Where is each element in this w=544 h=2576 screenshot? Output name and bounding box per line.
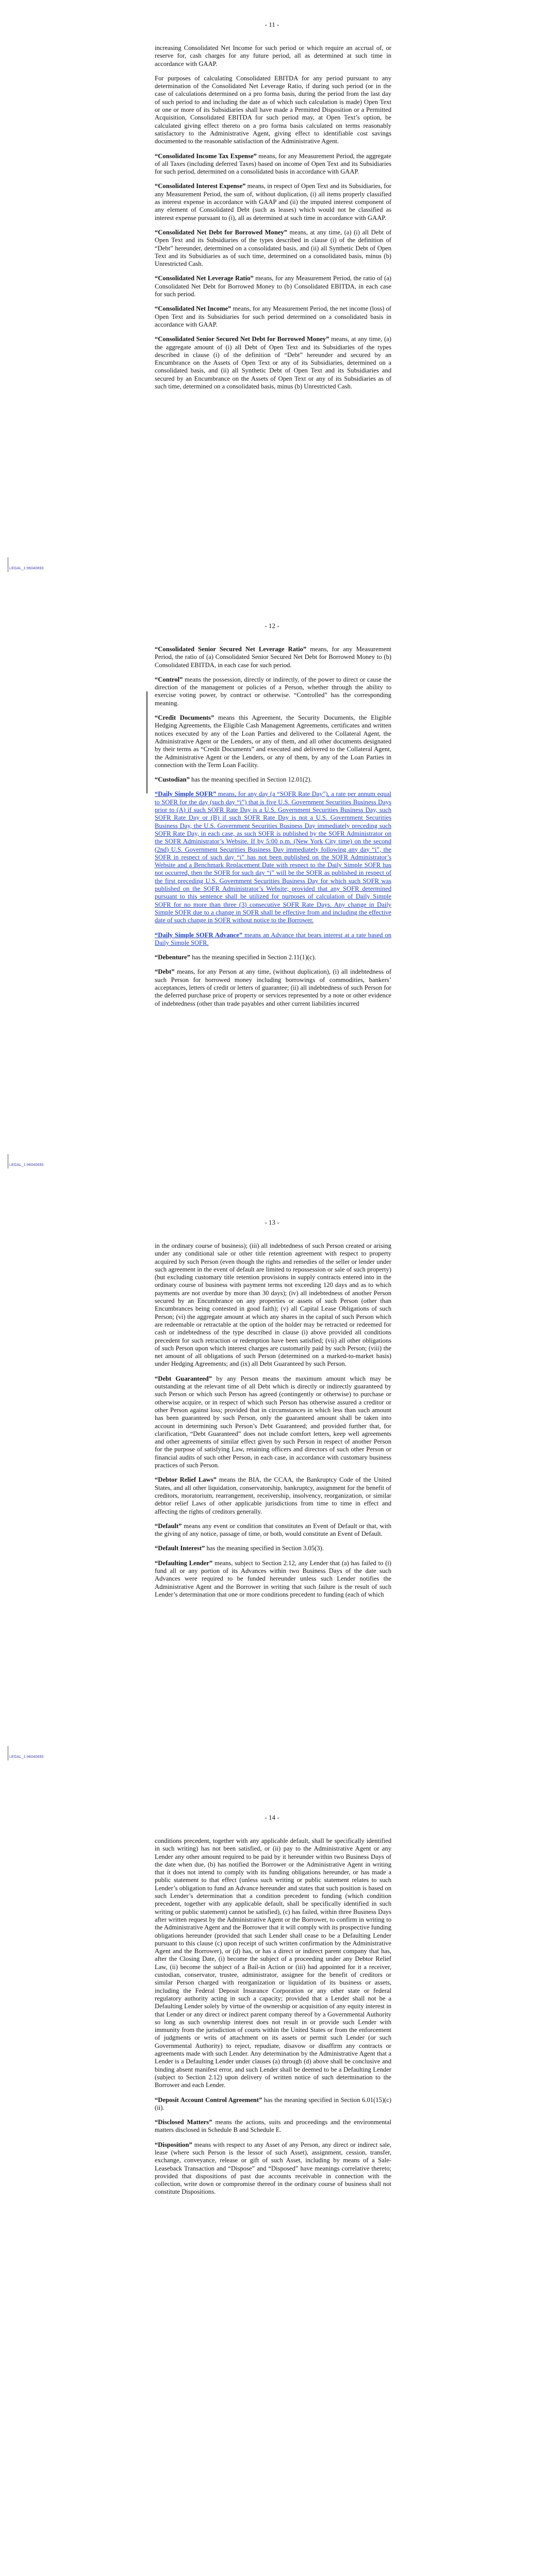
page-number: - 11 - [265,21,279,28]
defined-term: “Daily Simple SOFR Advance” [155,931,243,939]
definition-text: means, at any time, (a) (i) all Debt of Open Text and its Subsidiaries of the types described in clause (i) of the definition of “Debt” hereunder, determined on a consolidated basis, and (ii) all Synthetic Debt of Open Text and its Subsidiaries as of such time, determined on a consolidated basis, minus (b) Unrestricted Cash. [155,228,391,268]
defined-term: “Consolidated Income Tax Expense” [155,152,257,160]
document-tag: LEGAL_1:96040693 [9,1753,44,1761]
page-number: - 12 - [265,622,279,630]
defined-term: “Consolidated Net Leverage Ratio” [155,275,254,282]
definition-text: means, for any day (a “SOFR Rate Day”), a rate per annum equal to SOFR for the day (such day “i”) that is five U.S. Government Securities Business Days prior to (A) if such SOFR Rate Day is a U.S. Government Securities Business Day, such SOFR Rate Day or (B) if such SOFR Rate Day is not a U.S. Government Securities Business Day, the U.S. Government Securities Business Day immediately preceding such SOFR Rate Day, in each case, as such SOFR is published by the SOFR Administrator on the SOFR Administrator’s Website. If by 5:00 p.m. (New York City time) on the second (2nd) U.S. Government Securities Business Day immediately following any day “i”, the SOFR in respect of such day “i” has not been published on the SOFR Administrator’s Website and a Benchmark Replacement Date with respect to the Daily Simple SOFR has not occurred, then the SOFR for such day “i” will be the SOFR as published in respect of the first preceding U.S. Government Securities Business Day for which such SOFR was published on the SOFR Administrator’s Website; provided that any SOFR determined pursuant to this sentence shall be utilized for purposes of calculation of Daily Simple SOFR for no more than three (3) consecutive SOFR Rate Days. Any change in Daily Simple SOFR due to a change in SOFR shall be effective from and including the effective date of such change in SOFR without notice to the Borrower. [155,790,391,924]
definition [155,1545,391,1552]
definition-text: means the BIA, the CCAA, the Bankruptcy Code of the United States, and all other liquidation, conservatorship, bankruptcy, assignment for the benefit of creditors, moratorium, rearrangement, receivership, insolvency, reorganization, or similar debtor relief Laws of other applicable jurisdictions from time to time in effect and affecting the rights of creditors generally. [155,1476,392,1515]
defined-term: “Consolidated Senior Secured Net Leverage Ratio” [155,646,307,653]
defined-term: “Consolidated Net Debt for Borrowed Money” [155,228,288,236]
definition-text: means the possession, directly or indirectly, of the power to direct or cause the direction of the management or policies of a Person, whether through the ability to exercise voting power, by contract or otherwise. “Controlled” has the corresponding meaning. [155,675,391,707]
page-body [155,44,391,397]
definition [155,152,391,176]
definition-text: means, for any Measurement Period, the ratio of (a) Consolidated Senior Secured Net Debt for Borrowed Money to (b) Consolidated EBITDA, in each case for such period. [155,646,391,669]
definition [155,714,391,769]
definition [155,1522,391,1538]
inserted-definition [155,790,391,924]
definition-text: means, in respect of Open Text and its Subsidiaries, for any Measurement Period, the sum of, without duplication, (i) all items properly classified as interest expense in accordance with GAAP and (ii) the imputed interest component of any element of Consolidated Debt (such as leases) which would not be classified as interest expense pursuant to (i), all as determined at such time in accordance with GAAP. [155,182,391,222]
definition-text: means, at any time, (a) the aggregate amount of (i) all Debt of Open Text and its Subsidiaries of the types described in clause (i) of the definition of “Debt” hereunder and secured by an Encumbrance on the Assets of Open Text or any of its Subsidiaries, determined on a consolidated basis, and (ii) all Synthetic Debt of Open Text and its Subsidiaries and secured by an Encumbrance on the Assets of Open Text or any of its Subsidiaries as of such time, determined on a consolidated basis, minus (b) Unrestricted Cash. [155,335,391,390]
defined-term: “Control” [155,675,183,683]
definition-text: means, for any Measurement Period, the aggregate of all Taxes (including deferred Taxes) based on income of Open Text and its Subsidiaries for such period, determined on a consolidated basis in accordance with GAAP. [155,152,391,176]
definition [155,1560,391,1599]
page-body [155,646,391,1014]
definition [155,1375,391,1470]
page-body [155,1837,391,2203]
inserted-definition [155,931,391,947]
definition [155,305,391,329]
definition-text: has the meaning specified in Section 3.05(3). [205,1545,324,1552]
definition-text: has the meaning specified in Section 12.01(2). [189,776,312,784]
definition-text: means any event or condition that constitutes an Event of Default or that, with the giving of any notice, passage of time, or both, would constitute an Event of Default. [155,1522,391,1538]
definition [155,1476,391,1515]
definition [155,954,391,961]
page-body [155,1242,391,1605]
defined-term: “Consolidated Interest Expense” [155,182,246,190]
paragraph: in the ordinary course of business); (iii) all indebtedness of such Person created or arising under any conditional sale or other title retention agreement with respect to property acquired by such Person (even though the rights and remedies of the seller or lender under such agreement in the event of default are limited to repossession or sale of such property) (but excluding customary title retention provisions in supply contracts entered into in the ordinary course of business with payment terms not exceeding 120 days and as to which payments are not overdue by more than 30 days); (iv) all indebtedness of another Person secured by an Encumbrance on any properties or assets of such Person (other than Encumbrances being contested in good faith); (v) all Capital Lease Obligations of such Person; (vi) the aggregate amount at which any shares in the capital of such Person which are redeemable or retractable at the option of the holder may be retracted or redeemed for cash or indebtedness of the type described in clause (i) above provided all conditions precedent for such retraction or redemption have been satisfied; (vii) all other obligations of such Person upon which interest charges are customarily paid by such Person; (viii) the net amount of all obligations of such Person (determined on a marked-to-market basis) under Hedging Agreements; and (ix) all Debt Guaranteed by such Person. [155,1242,391,1368]
definition-text: means, for any Measurement Period, the net income (loss) of Open Text and its Subsidiaries for such period determined on a consolidated basis in accordance with GAAP. [155,305,391,328]
definition-text: means this Agreement, the Security Documents, the Eligible Hedging Agreements, the Eligible Cash Management Agreements, certificates and written notices executed by any of the Loan Parties and delivered to the Collateral Agent, the Administrative Agent or the Lenders, or any of them, and all other documents designated by their terms as “Credit Documents” and executed and delivered to the Collateral Agent, the Administrative Agent or the Lenders, or any of them, by any of the Loan Parties in connection with the Term Loan Facility. [155,714,392,769]
definition [155,776,391,784]
definition [155,2096,391,2112]
revision-bar [146,691,147,793]
definition-text: means the actions, suits and proceedings and the environmental matters disclosed in Schedule B and Schedule E. [155,2119,391,2134]
definition [155,229,391,268]
defined-term: “Credit Documents” [155,714,215,722]
definition [155,676,391,707]
defined-term: “Disclosed Matters” [155,2119,212,2126]
defined-term: “Default Interest” [155,1545,205,1552]
definition-text: has the meaning specified in Section 6.01(15)(c)(ii). [155,2096,391,2111]
defined-term: “Debenture” [155,954,191,961]
definition [155,335,391,391]
definition-text: means, for any Person at any time, (without duplication), (i) all indebtedness of such Person for borrowed money including borrowings of commodities, bankers’ acceptances, letters of credit or letters of guarantee; (ii) all indebtedness of such Person for the deferred purchase price of property or services represented by a note or other evidence of indebtedness (other than trade payables and other current liabilities incurred [155,968,391,1007]
definition-text: means, subject to Section 2.12, any Lender that (a) has failed to (i) fund all or any portion of its Advances within two Business Days of the date such Advances were required to be funded hereunder unless such Lender notifies the Administrative Agent and the Borrower in writing that such failure is the result of such Lender’s determination that one or more conditions precedent to funding (each of which [155,1559,392,1598]
definition [155,968,391,1007]
defined-term: “Custodian” [155,776,190,784]
definition-text: has the meaning specified in Section 2.11(1)(c). [190,954,317,961]
definition-text: means, for any Measurement Period, the ratio of (a) Consolidated Net Debt for Borrowed Money to (b) Consolidated EBITDA, in each case for such period. [155,275,391,298]
page-number: - 13 - [265,1218,279,1226]
defined-term: “Debt Guaranteed” [155,1375,212,1382]
definition-text: means with respect to any Asset of any Person, any direct or indirect sale, lease (where such Person is the lessor of such Asset), assignment, cession, transfer, exchange, conveyance, release or gift of such Asset, including by means of a Sale-Leaseback Transaction and “Dispose” and “Disposed” have meanings correlative thereto; provided that dispositions of past due accounts receivable in connection with the collection, write down or compromise thereof in the ordinary course of business shall not constitute Dispositions. [155,2141,391,2196]
defined-term: “Debt” [155,968,175,976]
paragraph: For purposes of calculating Consolidated EBITDA for any period pursuant to any determination of the Consolidated Net Leverage Ratio, if during such period (or in the case of calculations determined on a pro forma basis, during the period from the last day of such period to and including the date as of which such calculation is made) Open Text or one or more of its Subsidiaries shall have made a Permitted Disposition or a Permitted Acquisition, Consolidated EBITDA for such period may, at Open Text’s option, be calculated giving effect thereto on a pro forma basis calculated on terms reasonably satisfactory to the Administrative Agent, giving effect to identifiable cost savings documented to the reasonable satisfaction of the Administrative Agent. [155,74,391,145]
definition-text: by any Person means the maximum amount which may be outstanding at the relevant time of all Debt which is directly or indirectly guaranteed by such Person or which such Person has agreed (contingently or otherwise) to purchase or otherwise acquire, or in respect of which such Person has otherwise assured a creditor or other Person against loss; provided that in circumstances in which less than such amount has been guaranteed by such Person, only the guaranteed amount shall be taken into account in determining such Person’s Debt Guaranteed; and provided further that, for clarification, “Debt Guaranteed” does not include comfort letters, keep well agreements and other agreements of similar effect given by such Person in respect of another Person for the purpose of satisfying Law, retaining officers and directors of such other Person or financial audits of such other Person, in each case, in accordance with customary business practices of such Person. [155,1375,391,1469]
page-number: - 14 - [265,1814,279,1821]
definition [155,182,391,222]
definition [155,2119,391,2134]
defined-term: “Disposition” [155,2141,192,2148]
definition [155,2141,391,2196]
definition [155,646,391,669]
defined-term: “Consolidated Senior Secured Net Debt for Borrowed Money” [155,335,329,343]
defined-term: “Daily Simple SOFR” [155,790,217,798]
document-tag: LEGAL_1:96040693 [9,565,44,572]
defined-term: “Deposit Account Control Agreement” [155,2096,262,2104]
paragraph: conditions precedent, together with any applicable default, shall be specifically identified in such writing) has not been satisfied, or (ii) pay to the Administrative Agent or any Lender any other amount required to be paid by it hereunder within two Business Days of the date when due, (b) has notified the Borrower or the Administrative Agent in writing that it does not intend to comply with its funding obligations hereunder, or has made a public statement to that effect (unless such writing or public statement relates to such Lender’s obligation to fund an Advance hereunder and states that such position is based on such Lender’s determination that a condition precedent to funding (which condition precedent, together with any applicable default, shall be specifically identified in such writing or public statement) cannot be satisfied), (c) has failed, within three Business Days after written request by the Administrative Agent or the Borrower, to confirm in writing to the Administrative Agent and the Borrower that it will comply with its prospective funding obligations hereunder (provided that such Lender shall cease to be a Defaulting Lender pursuant to this clause (c) upon receipt of such written confirmation by the Administrative Agent and the Borrower), or (d) has, or has a direct or indirect parent company that has, after the Closing Date, (i) become the subject of a proceeding under any Debtor Relief Law, (ii) become the subject of a Bail-in Action or (iii) had appointed for it a receiver, custodian, conservator, trustee, administrator, assignee for the benefit of creditors or similar Person charged with reorganization or liquidation of its business or assets, including the Federal Deposit Insurance Corporation or any other state or federal regulatory authority acting in such a capacity; provided that a Lender shall not be a Defaulting Lender solely by virtue of the ownership or acquisition of any equity interest in that Lender or any direct or indirect parent company thereof by a Governmental Authority so long as such ownership interest does not result in or provide such Lender with immunity from the jurisdiction of courts within the United States or from the enforcement of judgments or writs of attachment on its assets or permit such Lender (or such Governmental Authority) to reject, repudiate, disavow or disaffirm any contracts or agreements made with such Lender. Any determination by the Administrative Agent that a Lender is a Defaulting Lender under clauses (a) through (d) above shall be conclusive and binding absent manifest error, and such Lender shall be deemed to be a Defaulting Lender (subject to Section 2.12) upon delivery of written notice of such determination to the Borrower and each Lender. [155,1837,391,2089]
defined-term: “Defaulting Lender” [155,1559,213,1567]
paragraph: increasing Consolidated Net Income for such period or which require an accrual of, or reserve for, cash charges for any future period, all as determined at such time in accordance with GAAP. [155,44,391,67]
defined-term: “Default” [155,1522,182,1530]
defined-term: “Debtor Relief Laws” [155,1476,217,1484]
defined-term: “Consolidated Net Income” [155,305,232,313]
definition-text: means an Advance that bears interest at a rate based on Daily Simple SOFR. [155,931,391,946]
definition [155,275,391,298]
document-tag: LEGAL_1:96040693 [9,1161,44,1169]
